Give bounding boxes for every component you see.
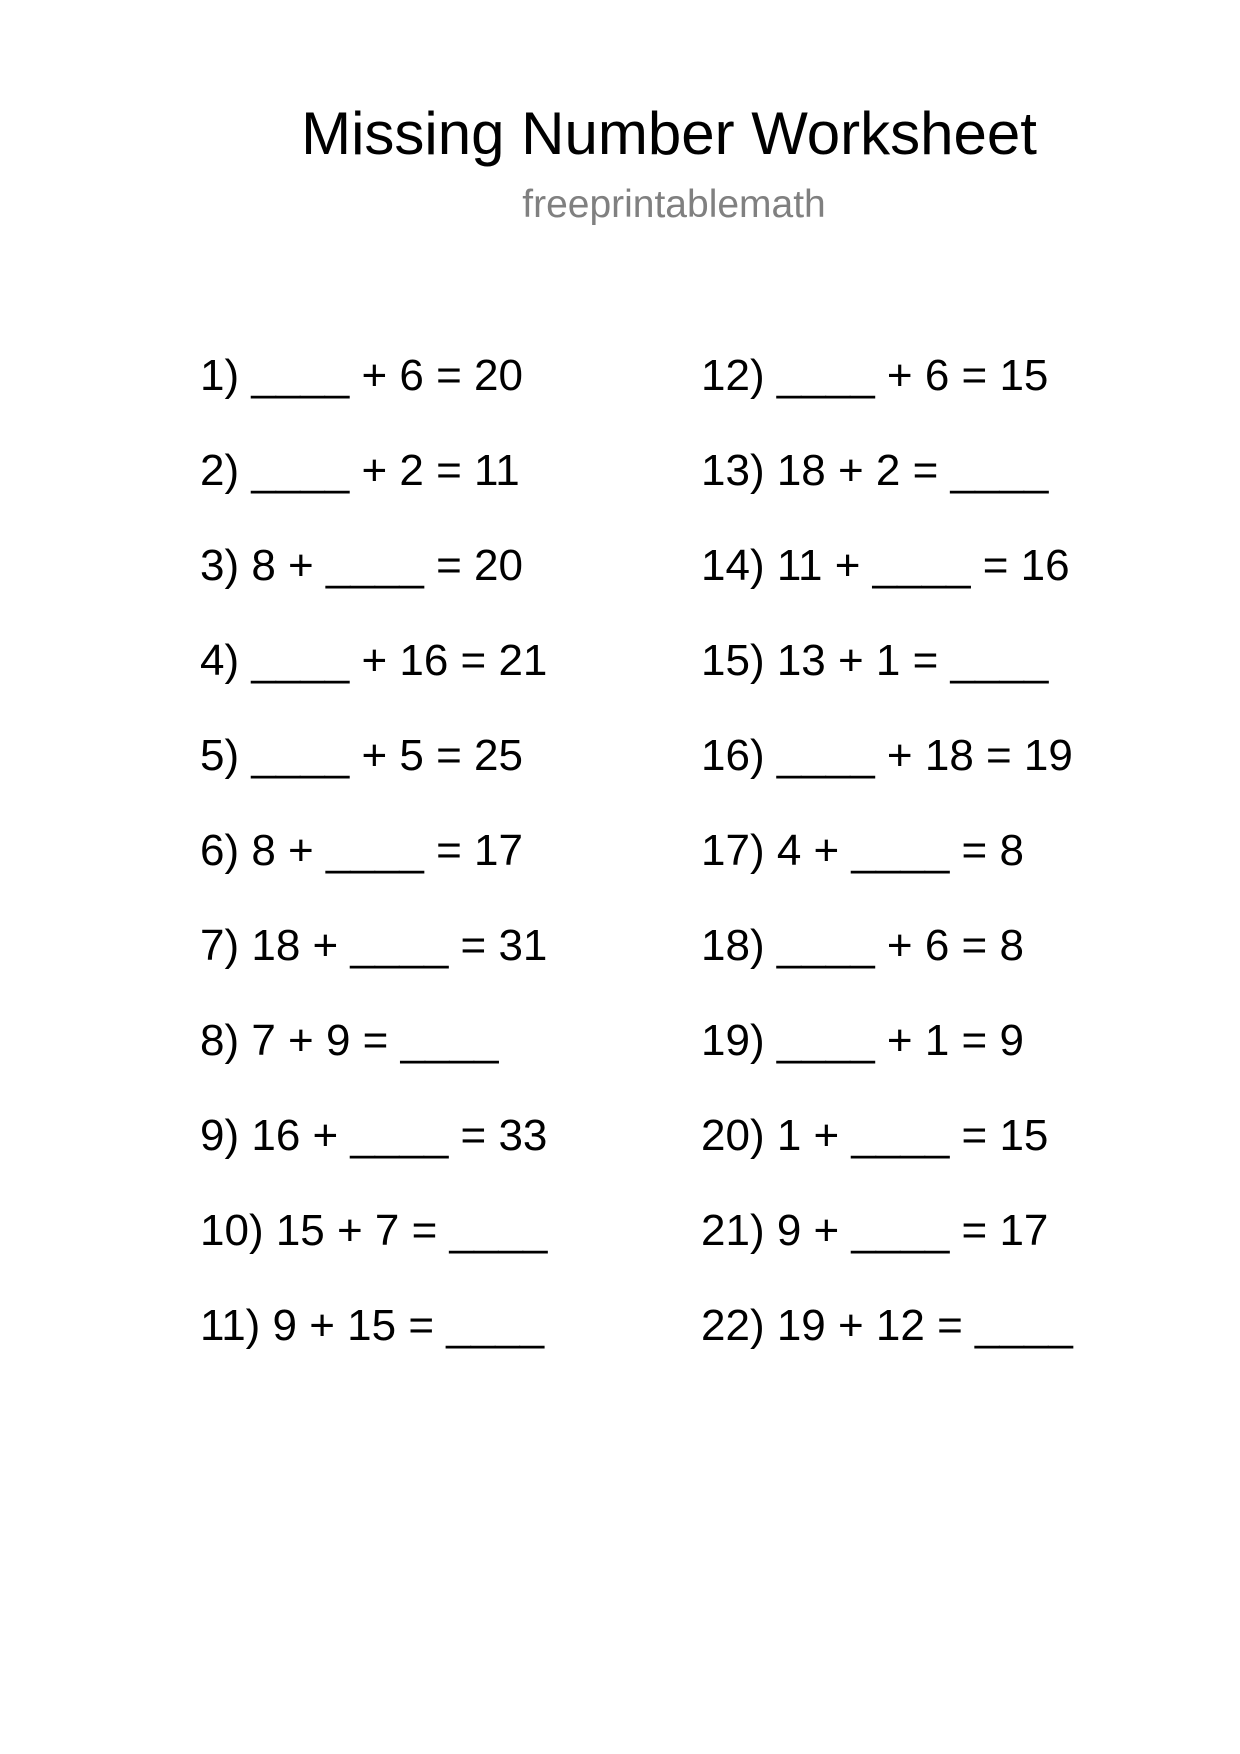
problem-1: 1) ____ + 6 = 20 (200, 351, 523, 400)
problem-8: 8) 7 + 9 = ____ (200, 1016, 499, 1065)
problem-7: 7) 18 + ____ = 31 (200, 921, 548, 970)
problem-12: 12) ____ + 6 = 15 (701, 351, 1049, 400)
problem-17: 17) 4 + ____ = 8 (701, 826, 1024, 875)
problem-13: 13) 18 + 2 = ____ (701, 446, 1049, 495)
problem-2: 2) ____ + 2 = 11 (200, 446, 520, 495)
problem-22: 22) 19 + 12 = ____ (701, 1301, 1073, 1350)
problem-21: 21) 9 + ____ = 17 (701, 1206, 1049, 1255)
problem-15: 15) 13 + 1 = ____ (701, 636, 1049, 685)
problem-5: 5) ____ + 5 = 25 (200, 731, 523, 780)
problem-14: 14) 11 + ____ = 16 (701, 541, 1070, 590)
problem-6: 6) 8 + ____ = 17 (200, 826, 523, 875)
problems-left-column (200, 351, 548, 1399)
problem-10: 10) 15 + 7 = ____ (200, 1206, 548, 1255)
problem-19: 19) ____ + 1 = 9 (701, 1016, 1024, 1065)
problems-right-column (701, 351, 1073, 1399)
site-name-subtitle: freeprintablemath (522, 183, 826, 226)
page-title: Missing Number Worksheet (301, 100, 1037, 167)
problem-9: 9) 16 + ____ = 33 (200, 1111, 548, 1160)
problem-11: 11) 9 + 15 = ____ (200, 1301, 545, 1350)
problem-3: 3) 8 + ____ = 20 (200, 541, 523, 590)
problem-16: 16) ____ + 18 = 19 (701, 731, 1073, 780)
problem-20: 20) 1 + ____ = 15 (701, 1111, 1049, 1160)
problem-18: 18) ____ + 6 = 8 (701, 921, 1024, 970)
problem-4: 4) ____ + 16 = 21 (200, 636, 548, 685)
